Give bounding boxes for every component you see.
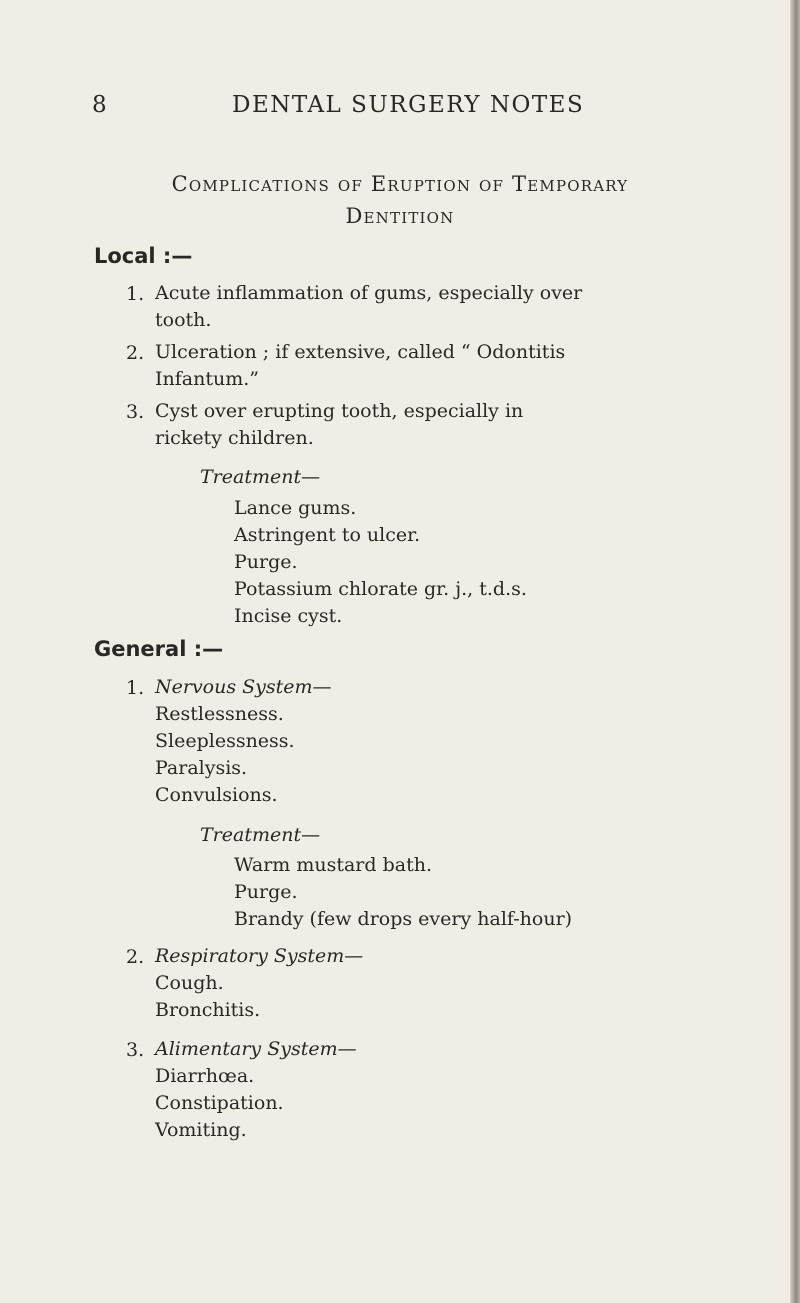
nervous-treatment-item: Brandy (few drops every half-hour) <box>234 908 573 930</box>
local-item-text: Cyst over erupting tooth, especially in <box>155 400 524 422</box>
local-treatment-label: Treatment— <box>200 466 321 488</box>
local-item-number: 3. <box>126 401 145 423</box>
local-item-text: Ulceration ; if extensive, called “ Odontitis <box>155 341 566 363</box>
general-item-number: 3. <box>126 1039 145 1061</box>
local-treatment-item: Lance gums. <box>234 497 357 519</box>
section-title-line-2: Dentition <box>345 204 455 228</box>
nervous-treatment-item: Purge. <box>234 881 298 903</box>
general-item-number: 2. <box>126 946 145 968</box>
local-item-number: 1. <box>126 283 145 305</box>
section-title <box>80 168 720 232</box>
general-item-number: 1. <box>126 677 145 699</box>
nervous-treatment-item: Warm mustard bath. <box>234 854 432 876</box>
nervous-symptom: Convulsions. <box>155 784 278 806</box>
alimentary-symptom: Diarrhœa. <box>155 1065 255 1087</box>
local-treatment-item: Potassium chlorate gr. j., t.d.s. <box>234 578 527 600</box>
local-item-text: rickety children. <box>155 427 314 449</box>
respiratory-symptom: Bronchitis. <box>155 999 261 1021</box>
respiratory-system-heading: Respiratory System— <box>155 945 364 967</box>
local-label: Local :— <box>94 244 193 268</box>
local-item-text: tooth. <box>155 309 212 331</box>
nervous-treatment-label: Treatment— <box>200 824 321 846</box>
local-treatment-item: Astringent to ulcer. <box>234 524 421 546</box>
nervous-system-heading: Nervous System— <box>155 676 332 698</box>
nervous-symptom: Paralysis. <box>155 757 248 779</box>
alimentary-symptom: Constipation. <box>155 1092 284 1114</box>
book-page-edge <box>790 0 800 1303</box>
alimentary-symptom: Vomiting. <box>155 1119 247 1141</box>
alimentary-system-heading: Alimentary System— <box>155 1038 357 1060</box>
local-treatment-item: Purge. <box>234 551 298 573</box>
running-title: DENTAL SURGERY NOTES <box>232 92 585 118</box>
local-item-number: 2. <box>126 342 145 364</box>
local-treatment-item: Incise cyst. <box>234 605 343 627</box>
page-number: 8 <box>92 92 108 118</box>
nervous-symptom: Sleeplessness. <box>155 730 295 752</box>
nervous-symptom: Restlessness. <box>155 703 284 725</box>
general-label: General :— <box>94 637 224 661</box>
local-item-text: Acute inflammation of gums, especially over <box>155 282 583 304</box>
local-item-text: Infantum.” <box>155 368 259 390</box>
section-title-line-1: Complications of Eruption of Temporary <box>171 172 629 196</box>
respiratory-symptom: Cough. <box>155 972 224 994</box>
